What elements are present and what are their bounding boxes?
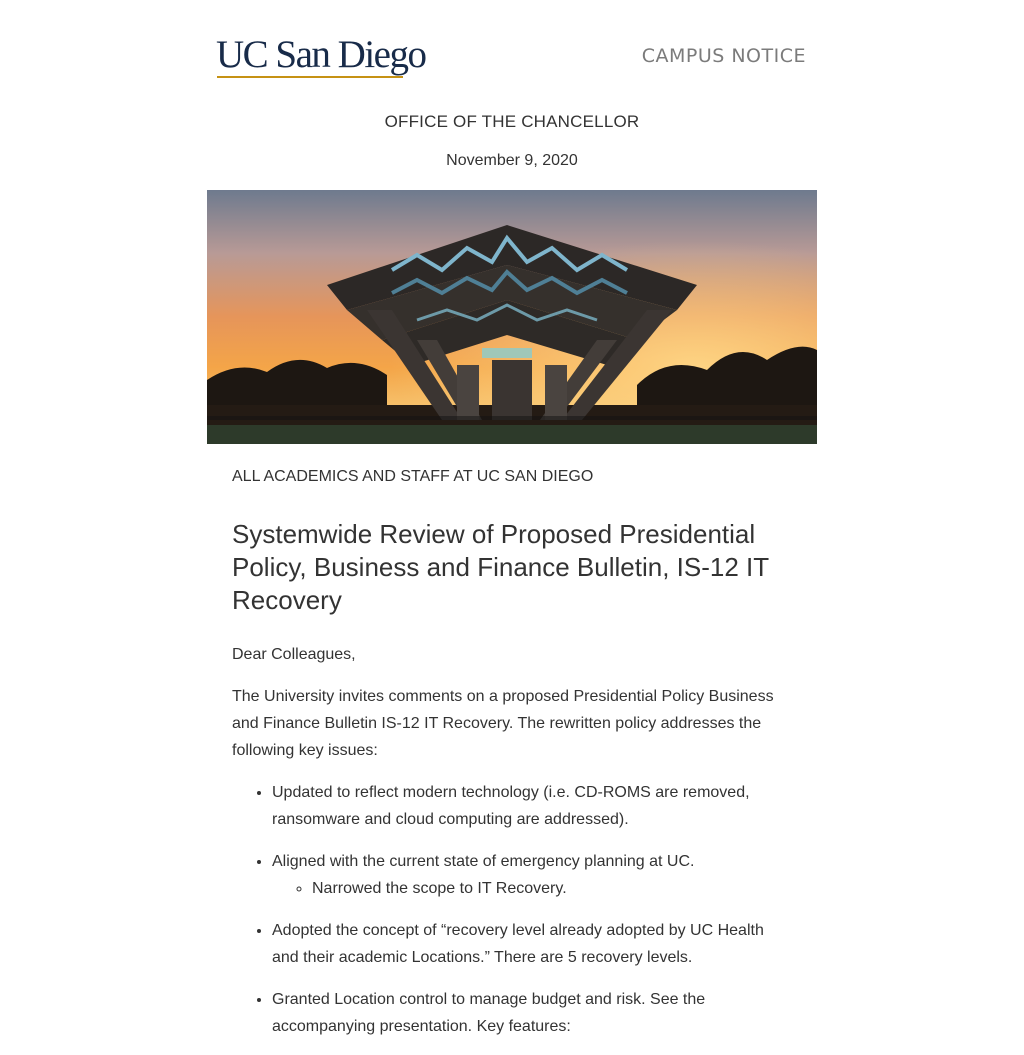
list-item-text: Aligned with the current state of emergency planning at UC. (272, 853, 695, 870)
audience-line: ALL ACADEMICS AND STAFF AT UC SAN DIEGO (232, 468, 594, 485)
key-issues-list (232, 779, 792, 1040)
email-header (207, 30, 817, 90)
list-item (272, 848, 792, 902)
email-body (232, 466, 792, 1055)
list-item (272, 986, 792, 1040)
list-item-text: Granted Location control to manage budget and risk. See the accompanying presentation. Key features: (272, 991, 706, 1035)
sub-list (272, 875, 792, 902)
intro-paragraph: The University invites comments on a proposed Presidential Policy Business and Finance Bulletin IS-12 IT Recovery. The rewritten policy addresses the following key issues: (232, 688, 774, 759)
logo-wordmark: UC San Diego (216, 33, 426, 76)
logo-gold-rule (217, 76, 403, 78)
list-item-text: Adopted the concept of “recovery level already adopted by UC Health and their academic Locations.” There are 5 recovery levels. (272, 922, 764, 966)
greeting: Dear Colleagues, (232, 646, 356, 663)
sub-list-item: ◦ Narrowed the scope to IT Recovery. (312, 875, 792, 902)
list-item (272, 779, 792, 833)
office-heading: OFFICE OF THE CHANCELLOR (384, 112, 640, 131)
list-item-text: Updated to reflect modern technology (i.e. CD-ROMS are removed, ransomware and cloud computing are addressed). (272, 784, 750, 828)
list-item (272, 917, 792, 971)
geisel-library-hero-image (207, 190, 817, 444)
campus-notice-label: CAMPUS NOTICE (641, 45, 806, 67)
notice-date: November 9, 2020 (446, 152, 578, 169)
notice-title: Systemwide Review of Proposed Presidential Policy, Business and Finance Bulletin, IS-12 IT Recovery (232, 519, 769, 615)
uc-san-diego-logo[interactable] (216, 33, 426, 77)
